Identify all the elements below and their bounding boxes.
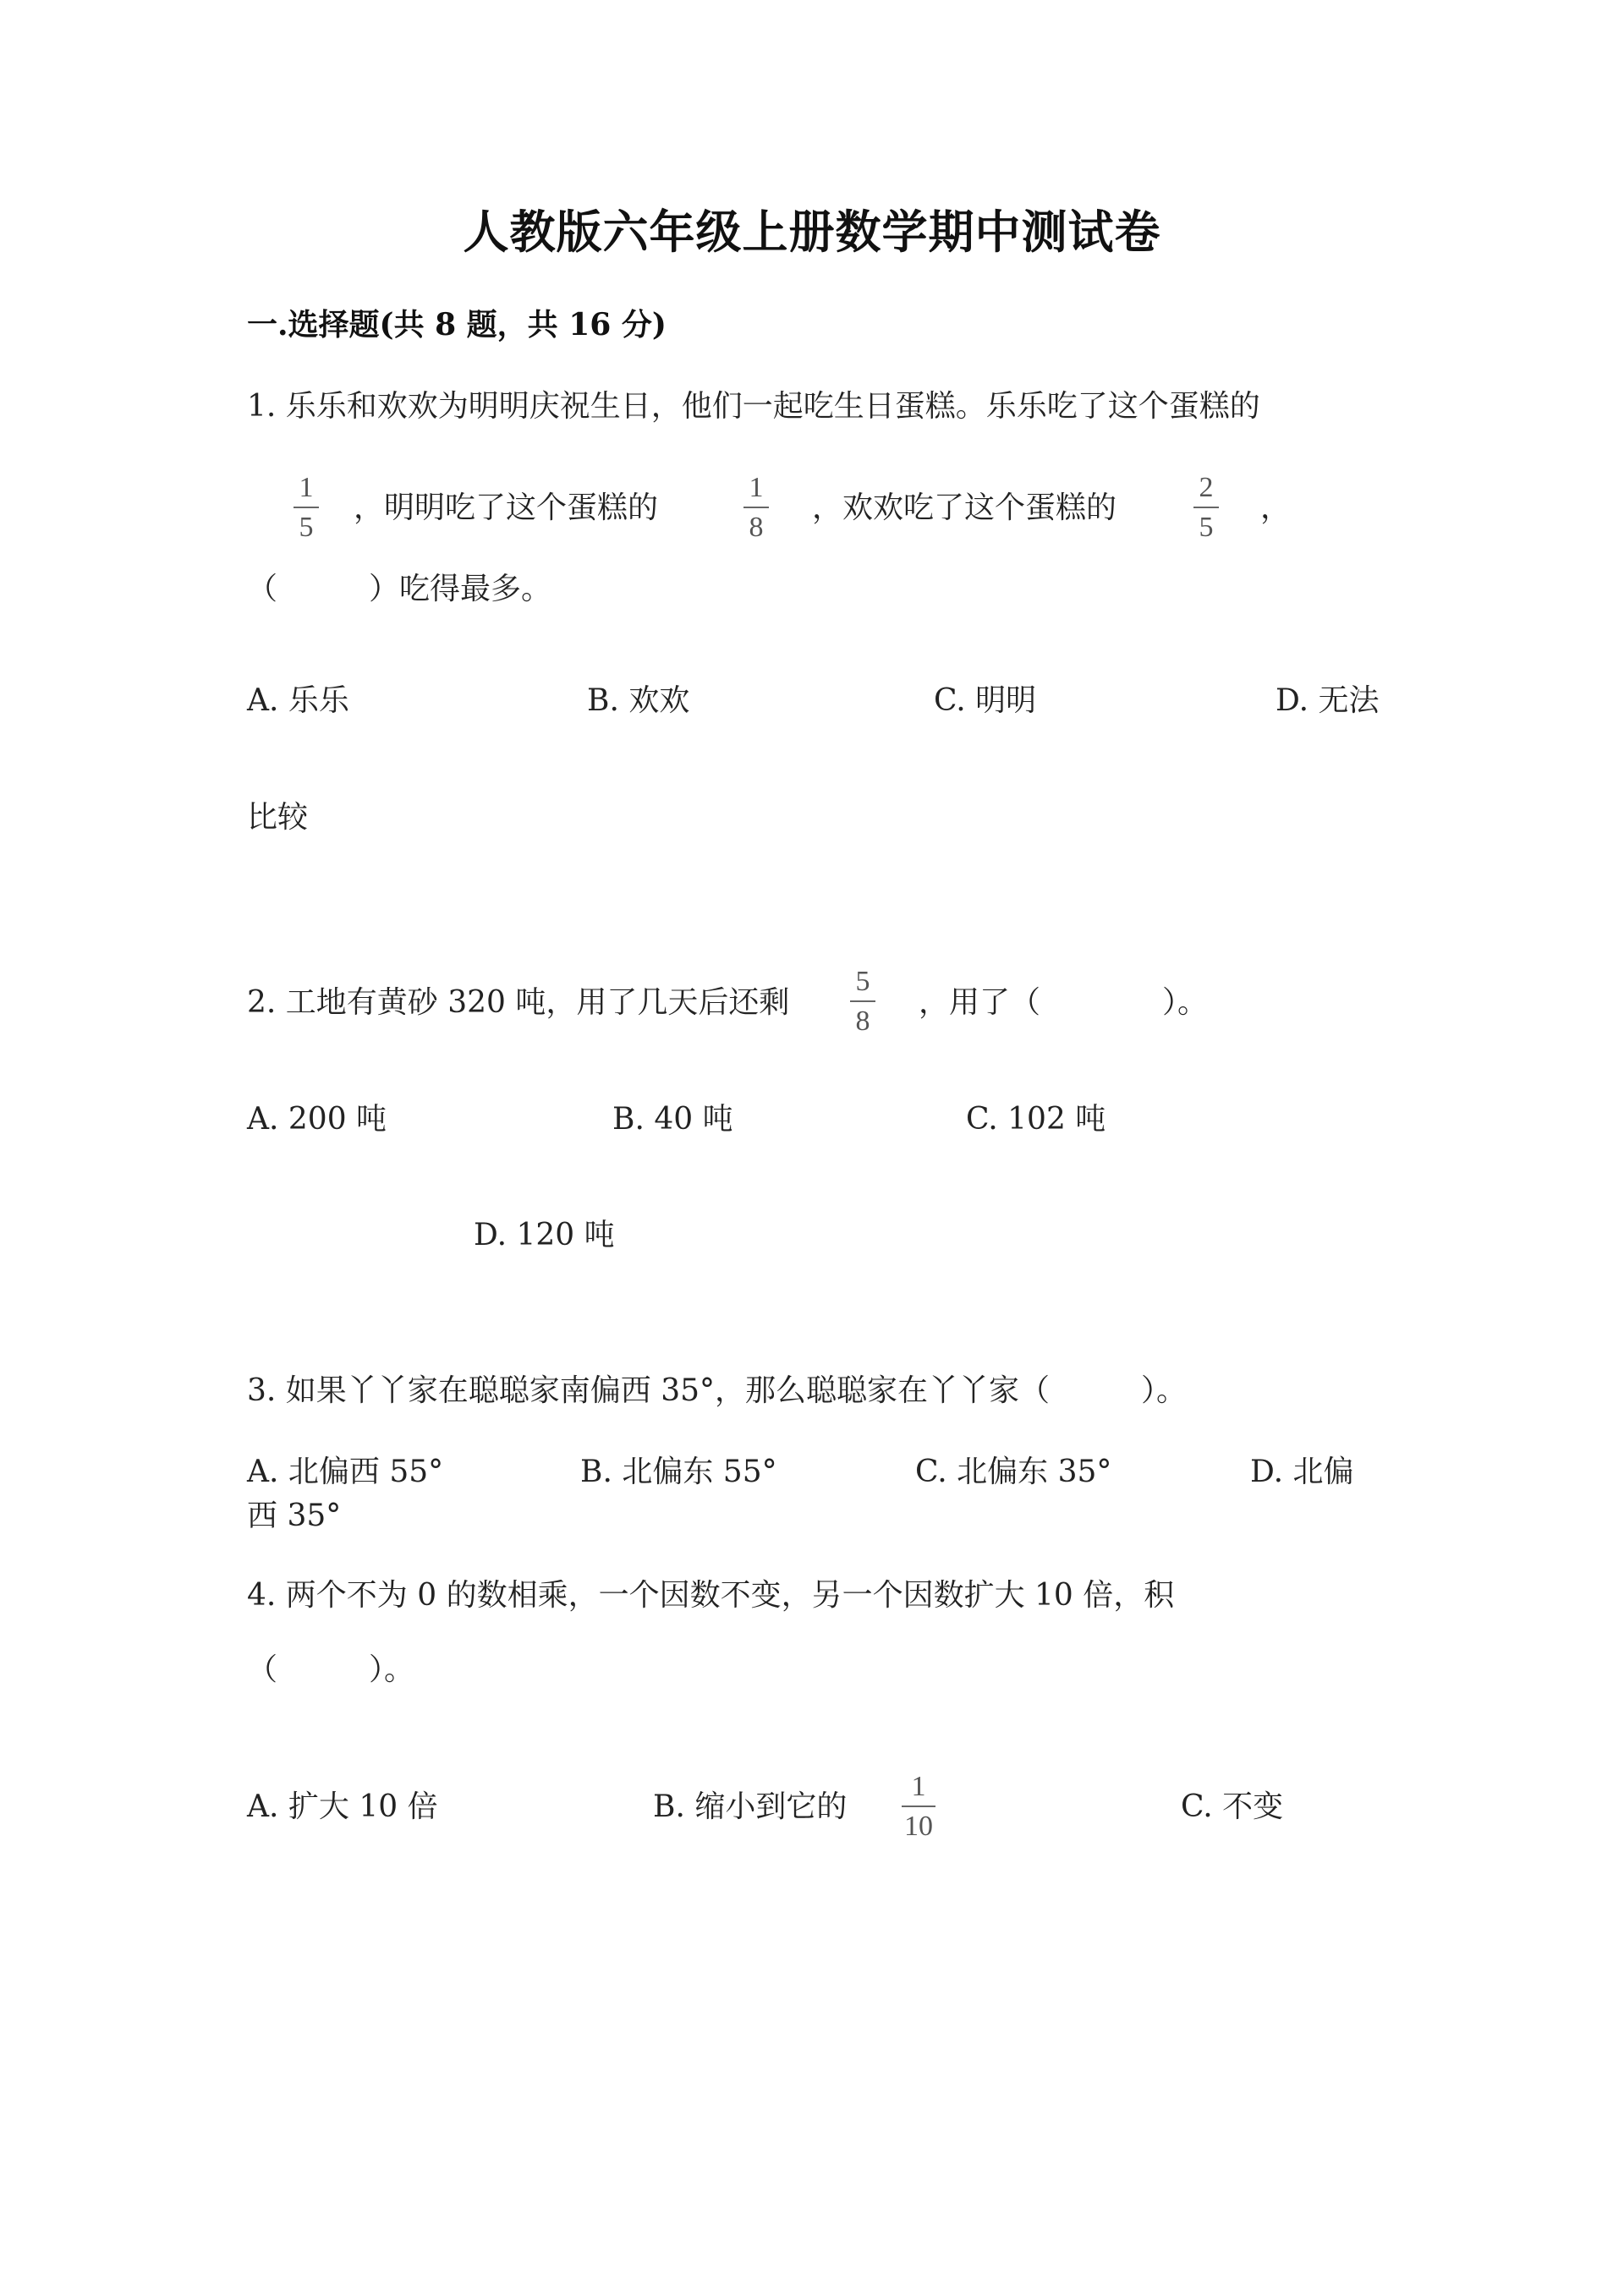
fraction-denominator: 10 bbox=[904, 1811, 933, 1842]
q4-option-b[interactable]: B. 缩小到它的 bbox=[653, 1789, 848, 1824]
fraction-denominator: 5 bbox=[1199, 512, 1214, 543]
q1-stem-line-3: （ ）吃得最多。 bbox=[247, 572, 552, 606]
q1-fraction-one-eighth bbox=[731, 474, 782, 542]
q1-fraction-one-fifth bbox=[281, 474, 332, 542]
q1-option-b[interactable]: B. 欢欢 bbox=[587, 683, 690, 718]
q4-fraction-one-tenth bbox=[893, 1773, 944, 1841]
q3-option-d-continued: 西 35° bbox=[247, 1499, 342, 1533]
q1-fraction-two-fifths bbox=[1181, 474, 1232, 542]
q1-stem-text-a: ，明明吃了这个蛋糕的 bbox=[354, 490, 659, 525]
q3-option-d[interactable]: D. 北偏 bbox=[1250, 1455, 1354, 1489]
q3-option-a[interactable]: A. 北偏西 55° bbox=[247, 1455, 444, 1489]
fraction-bar bbox=[902, 1806, 935, 1807]
q1-option-a[interactable]: A. 乐乐 bbox=[247, 683, 349, 718]
q4-option-a[interactable]: A. 扩大 10 倍 bbox=[247, 1789, 438, 1824]
q1-option-d[interactable]: D. 无法 bbox=[1276, 683, 1380, 718]
q3-option-c[interactable]: C. 北偏东 35° bbox=[915, 1455, 1112, 1489]
q1-stem-line-1: 1. 乐乐和欢欢为明明庆祝生日，他们一起吃生日蛋糕。乐乐吃了这个蛋糕的 bbox=[247, 389, 1260, 424]
fraction-numerator: 5 bbox=[855, 966, 870, 997]
fraction-bar bbox=[1193, 507, 1219, 508]
q2-option-c[interactable]: C. 102 吨 bbox=[966, 1102, 1106, 1137]
q2-option-b[interactable]: B. 40 吨 bbox=[612, 1102, 733, 1137]
q2-fraction-five-eighths bbox=[837, 967, 888, 1036]
fraction-numerator: 1 bbox=[749, 472, 764, 503]
fraction-denominator: 8 bbox=[855, 1006, 870, 1037]
fraction-numerator: 1 bbox=[911, 1771, 926, 1802]
q4-stem-line-1: 4. 两个不为 0 的数相乘，一个因数不变，另一个因数扩大 10 倍，积 bbox=[247, 1578, 1175, 1613]
section-heading: 一.选择题(共 8 题，共 16 分) bbox=[247, 307, 667, 342]
q2-stem-text-b: ，用了（ ）。 bbox=[919, 985, 1209, 1020]
q4-stem-line-2: （ ）。 bbox=[247, 1652, 415, 1687]
fraction-numerator: 1 bbox=[299, 472, 314, 503]
fraction-bar bbox=[743, 507, 769, 508]
q2-option-d[interactable]: D. 120 吨 bbox=[474, 1218, 615, 1252]
q3-stem: 3. 如果丫丫家在聪聪家南偏西 35°，那么聪聪家在丫丫家（ ）。 bbox=[247, 1373, 1188, 1408]
page-title: 人教版六年级上册数学期中测试卷 bbox=[463, 205, 1161, 259]
q1-stem-text-c: ， bbox=[1260, 490, 1292, 525]
q3-option-b[interactable]: B. 北偏东 55° bbox=[580, 1455, 777, 1489]
q2-option-a[interactable]: A. 200 吨 bbox=[247, 1102, 387, 1137]
q2-stem-text-a: 2. 工地有黄砂 320 吨，用了几天后还剩 bbox=[247, 985, 790, 1020]
fraction-denominator: 5 bbox=[299, 512, 314, 543]
fraction-denominator: 8 bbox=[749, 512, 764, 543]
q1-stem-text-b: ，欢欢吃了这个蛋糕的 bbox=[812, 490, 1117, 525]
fraction-bar bbox=[294, 507, 319, 508]
q1-option-d-continued: 比较 bbox=[247, 800, 309, 835]
fraction-numerator: 2 bbox=[1199, 472, 1214, 503]
q4-option-c[interactable]: C. 不变 bbox=[1181, 1789, 1284, 1824]
q1-option-c[interactable]: C. 明明 bbox=[934, 683, 1037, 718]
fraction-bar bbox=[850, 1000, 875, 1002]
